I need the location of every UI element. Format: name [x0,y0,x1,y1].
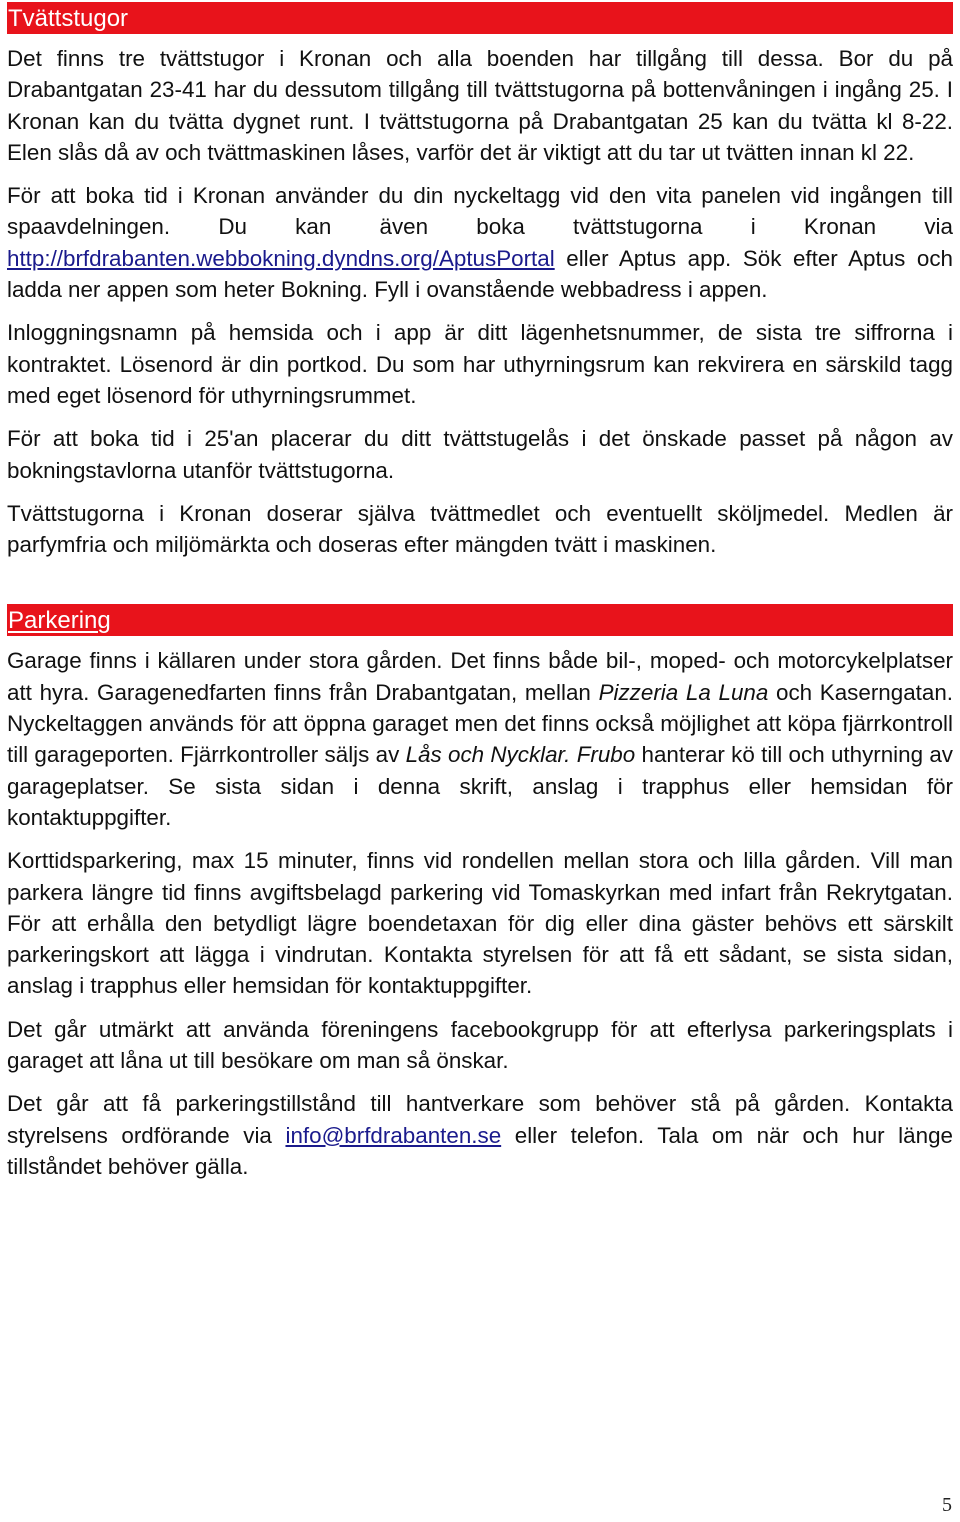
paragraph-garage [7,645,953,833]
text-segment: eller Aptus app. Sök efter Aptus och ladda ner appen som heter Bokning. Fyll i ovanstående webbadress i appen. [7,245,953,303]
text-segment: Garage finns i källaren under stora gården. Det finns både bil-, moped- och motorcykelplatser att hyra. Garagenedfarten finns från Drabantgatan, mellan [7,648,953,705]
text-segment: och Kaserngatan. Nyckeltaggen används för att öppna garaget men det finns också möjlighet att köpa fjärrkontroll till garageporten. Fjärrkontroller säljs av [7,679,953,768]
document-page [7,2,953,1194]
text-segment: hanterar kö till och uthyrning av garageplatser. Se sista sidan i denna skrift, anslag i trapphus eller hemsidan för kontaktuppgifter. [7,742,954,830]
paragraph-booking-25: För att boka tid i 25'an placerar du ditt tvättstugelås i det önskade passet på någon av bokningstavlorna utanför tvättstugorna. [7,426,953,483]
section-heading-tvattstugor: Tvättstugor [7,2,953,34]
italic-text-pizzeria: Pizzeria La Luna [598,679,769,705]
paragraph-login-info: Inloggningsnamn på hemsida och i app är ditt lägenhetsnummer, de sista tre siffrorna i kontraktet. Lösenord är din portkod. Du som har uthyrningsrum kan rekvirera en särskild tagg med eget lösenord för uthyrningsrummet. [7,320,953,408]
paragraph-facebook-group: Det går utmärkt att använda föreningens facebookgrupp för att efterlysa parkeringsplats i garaget att låna ut till besökare om man så önskar. [7,1016,953,1074]
section-heading-parkering: Parkering [7,604,953,636]
page-number: 5 [942,1494,952,1516]
paragraph-craftsman-permit [7,1088,953,1182]
paragraph-detergent: Tvättstugorna i Kronan doserar själva tvättmedlet och eventuellt sköljmedel. Medlen är parfymfria och miljömärkta och doseras efter mängden tvätt i maskinen. [7,500,953,558]
paragraph-laundry-access: Det finns tre tvättstugor i Kronan och alla boenden har tillgång till dessa. Bor du på Drabantgatan 23-41 har du dessutom tillgång till tvättstugorna på bottenvåningen i ingång 25. I Kronan kan du tvätta dygnet runt. I tvättstugorna på Drabantgatan 25 kan du tvätta kl 8-22. Elen slås då av och tvättmaskinen låses, varför det är viktigt att du tar ut tvätten innan kl 22. [7,46,953,165]
paragraph-short-term-parking: Korttidsparkering, max 15 minuter, finns vid rondellen mellan stora och lilla gården. Vill man parkera längre tid finns avgiftsbelagd parkering vid Tomaskyrkan med infart från Rekrytgatan. För att erhålla den betydligt lägre boendetaxan för dig eller dina gäster behövs ett särskilt parkeringskort att lägga i vindrutan. Kontakta styrelsen för att få ett sådant, se sista sidan, anslag i trapphus eller hemsidan för kontaktuppgifter. [7,848,953,999]
paragraph-laundry-booking [7,180,953,305]
italic-text-locksmith: Lås och Nycklar. Frubo [405,742,636,768]
email-link[interactable]: info@brfdrabanten.se [285,1122,502,1148]
text-segment: För att boka tid i Kronan använder du din nyckeltagg vid den vita panelen vid ingången till spaavdelningen. Du kan även boka tvättstugorna i Kronan via [7,183,953,240]
text-segment: eller telefon. Tala om när och hur länge tillståndet behöver gälla. [7,1122,953,1179]
aptus-portal-link[interactable]: http://brfdrabanten.webbokning.dyndns.org/AptusPortal [7,245,555,271]
text-segment: Det går att få parkeringstillstånd till hantverkare som behöver stå på gården. Kontakta styrelsens ordförande via [7,1091,953,1148]
